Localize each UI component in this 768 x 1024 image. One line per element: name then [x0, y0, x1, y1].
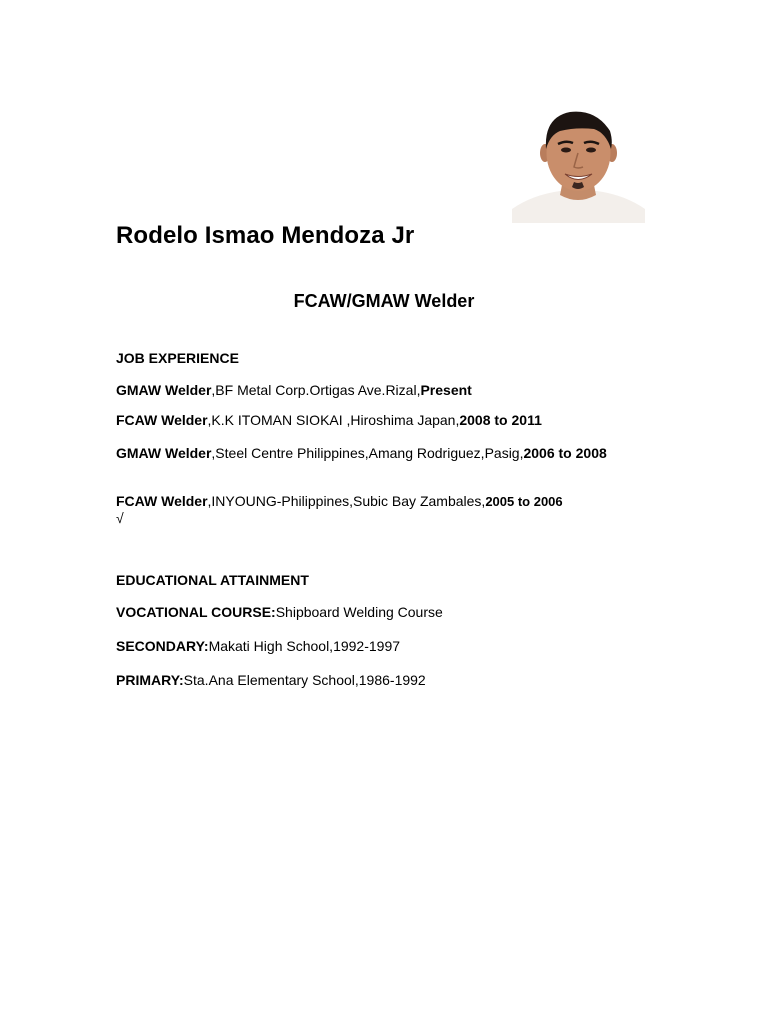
job-details: ,BF Metal Corp.Ortigas Ave.Rizal,: [211, 382, 421, 398]
job-role: FCAW Welder: [116, 493, 208, 509]
education-label: PRIMARY:: [116, 672, 184, 688]
job-years: 2005 to 2006: [485, 494, 563, 509]
job-experience-heading: JOB EXPERIENCE: [116, 350, 239, 366]
education-value: Makati High School,1992-1997: [208, 638, 401, 654]
job-role: GMAW Welder: [116, 445, 212, 461]
job-role: FCAW Welder: [116, 412, 208, 428]
position-title: FCAW/GMAW Welder: [293, 291, 475, 311]
education-value: Shipboard Welding Course: [275, 604, 443, 620]
job-years: Present: [420, 382, 472, 398]
education-heading: EDUCATIONAL ATTAINMENT: [116, 572, 309, 588]
education-entry: [116, 638, 636, 655]
checkmark-symbol: √: [116, 510, 124, 526]
education-label: VOCATIONAL COURSE:: [116, 604, 276, 620]
education-entry: [116, 672, 636, 689]
job-entry: [116, 493, 636, 527]
job-details: ,K.K ITOMAN SIOKAI ,Hiroshima Japan,: [207, 412, 460, 428]
education-entry: [116, 604, 636, 621]
job-entry: [116, 412, 636, 429]
job-details: ,INYOUNG-Philippines,Subic Bay Zambales,: [207, 493, 486, 509]
job-details: ,Steel Centre Philippines,Amang Rodriguez,Pasig,: [211, 445, 524, 461]
education-value: Sta.Ana Elementary School,1986-1992: [183, 672, 426, 688]
job-years: 2008 to 2011: [459, 412, 542, 428]
job-years: 2006 to 2008: [523, 445, 607, 461]
job-entry: [116, 382, 636, 399]
profile-photo: [512, 103, 645, 223]
job-entry: [116, 445, 636, 462]
job-role: GMAW Welder: [116, 382, 212, 398]
applicant-name: Rodelo Ismao Mendoza Jr: [116, 222, 415, 249]
education-label: SECONDARY:: [116, 638, 209, 654]
